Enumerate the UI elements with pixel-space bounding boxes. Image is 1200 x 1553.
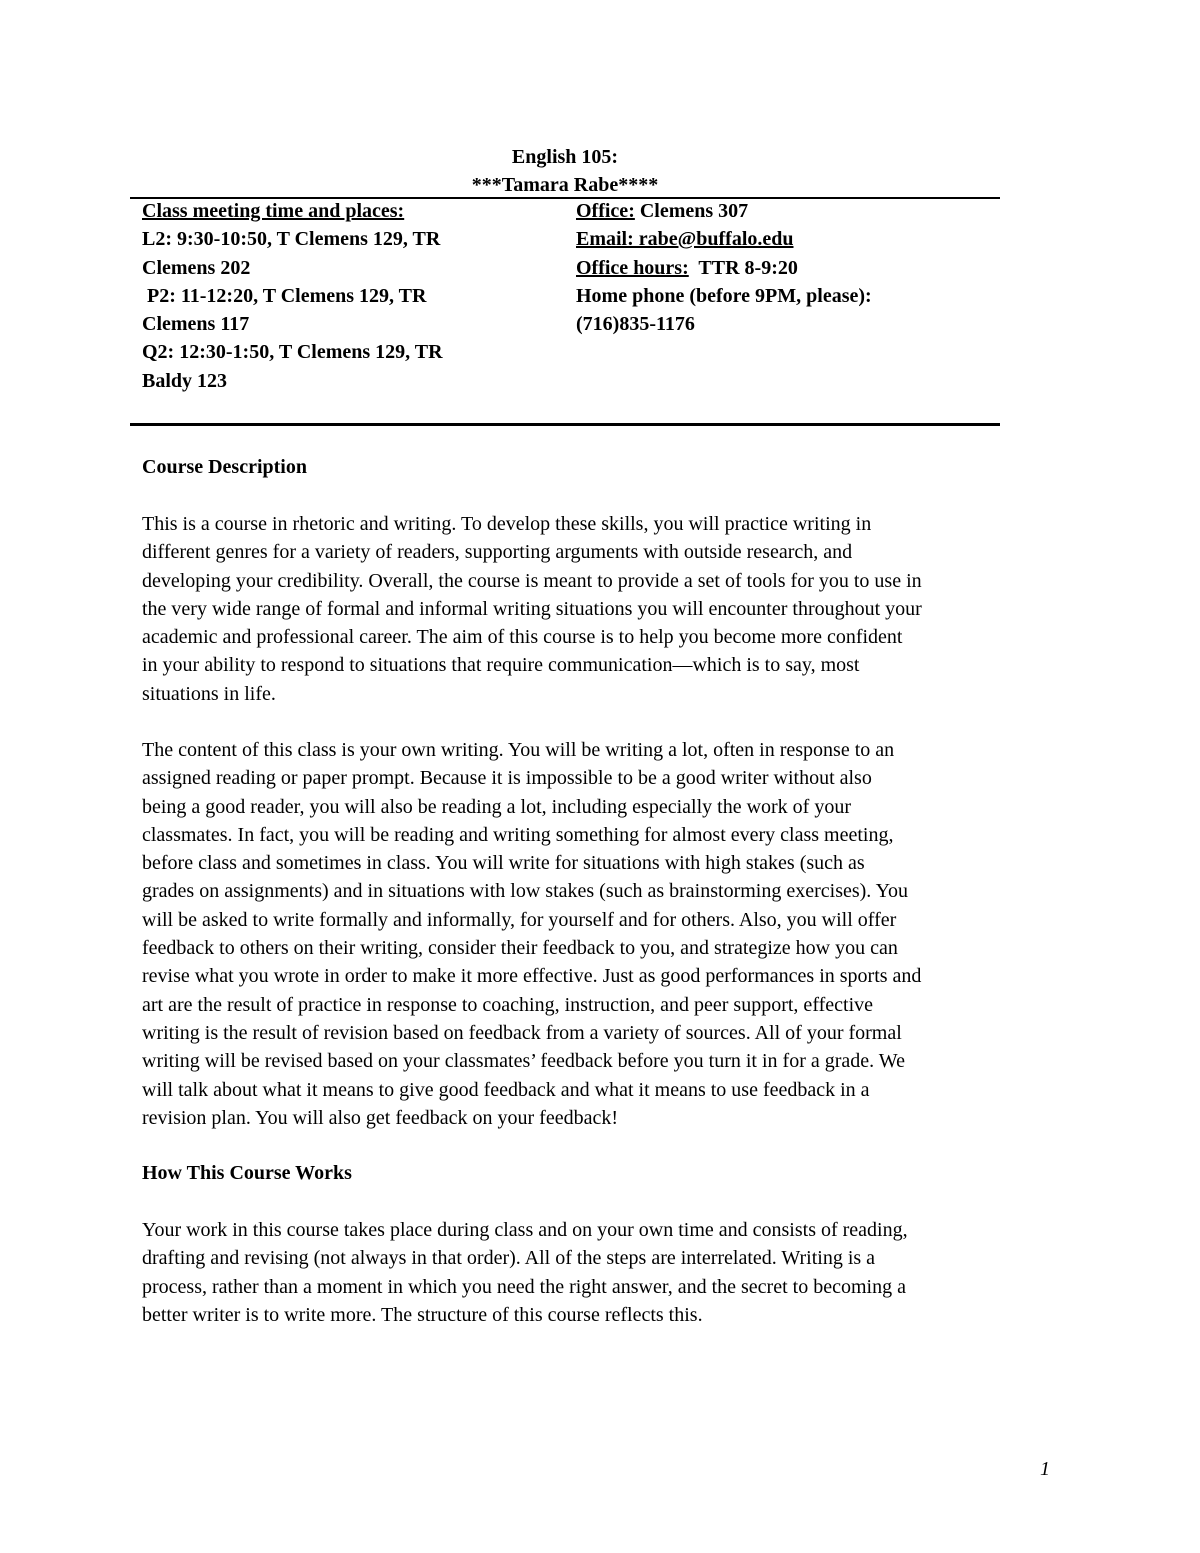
how-course-works-heading: How This Course Works [142,1162,352,1184]
text-line: developing your credibility. Overall, the course is meant to provide a set of tools for you to use in [142,569,922,592]
class-meeting-line: Q2: 12:30-1:50, T Clemens 129, TR [142,341,443,364]
text-line: better writer is to write more. The structure of this course reflects this. [142,1303,703,1326]
text-line: drafting and revising (not always in that order). All of the steps are interrelated. Writing is a [142,1247,876,1270]
text-line: being a good reader, you will also be reading a lot, including especially the work of your [142,795,851,818]
text-line: revise what you wrote in order to make it more effective. Just as good performances in sports and [142,965,922,988]
class-meeting-line: L2: 9:30-10:50, T Clemens 129, TR [142,228,441,251]
text-line: The content of this class is your own writing. You will be writing a lot, often in response to an [142,739,895,761]
email-link[interactable]: Email: rabe@buffalo.edu [576,228,794,251]
text-line: the very wide range of formal and informal writing situations you will encounter throughout your [142,597,922,620]
text-line: art are the result of practice in response to coaching, instruction, and peer support, effective [142,993,874,1016]
text-line: grades on assignments) and in situations with low stakes (such as brainstorming exercises). You [142,880,909,903]
text-line: in your ability to respond to situations that require communication—which is to say, most [142,654,860,677]
office-hours-label: Office hours: [576,256,689,279]
how-course-works-paragraph [142,1216,1072,1329]
instructor-name: ***Tamara Rabe**** [471,174,659,196]
document-header [130,143,1000,199]
course-description-heading: Course Description [142,456,307,478]
office-row [576,197,1006,225]
home-phone-label: Home phone (before 9PM, please): [576,284,872,307]
class-meeting-line: Baldy 123 [142,369,228,392]
course-description-paragraph-1 [142,510,1072,708]
text-line: will talk about what it means to give good feedback and what it means to use feedback in a [142,1078,870,1101]
text-line: revision plan. You will also get feedback on your feedback! [142,1106,618,1129]
text-line: academic and professional career. The aim of this course is to help you become more confident [142,626,903,649]
page-number: 1 [1040,1458,1050,1480]
class-meeting-line: P2: 11-12:20, T Clemens 129, TR [142,284,427,307]
text-line: Your work in this course takes place during class and on your own time and consists of reading, [142,1219,908,1241]
text-line: feedback to others on their writing, consider their feedback to you, and strategize how you can [142,937,898,960]
text-line: writing will be revised based on your classmates’ feedback before you turn it in for a grade. We [142,1050,905,1073]
class-meeting-line: Clemens 202 [142,256,251,279]
office-hours-row [576,254,1006,282]
home-phone-value: (716)835-1176 [576,313,695,336]
contact-info [576,197,1006,338]
text-line: writing is the result of revision based on feedback from a variety of sources. All of your formal [142,1021,902,1044]
office-label: Office: [576,200,635,222]
course-description-paragraph-2 [142,736,1072,1132]
text-line: before class and sometimes in class. You will write for situations with high stakes (such as [142,852,865,875]
text-line: process, rather than a moment in which you need the right answer, and the secret to becoming a [142,1275,906,1298]
class-meeting-info [142,197,542,395]
office-hours-value: TTR 8-9:20 [688,256,798,279]
text-line: will be asked to write formally and informally, for yourself and for others. Also, you will offer [142,908,897,931]
text-line: classmates. In fact, you will be reading and writing something for almost every class meeting, [142,823,894,846]
office-value: Clemens 307 [634,200,749,222]
text-line: This is a course in rhetoric and writing. To develop these skills, you will practice writing in [142,513,872,535]
class-meeting-title: Class meeting time and places: [142,200,405,222]
text-line: assigned reading or paper prompt. Because it is impossible to be a good writer without also [142,767,872,790]
text-line: situations in life. [142,682,276,705]
info-divider [130,423,1000,426]
course-title: English 105: [511,146,619,168]
text-line: different genres for a variety of readers, supporting arguments with outside research, and [142,541,853,564]
class-meeting-line: Clemens 117 [142,313,250,336]
